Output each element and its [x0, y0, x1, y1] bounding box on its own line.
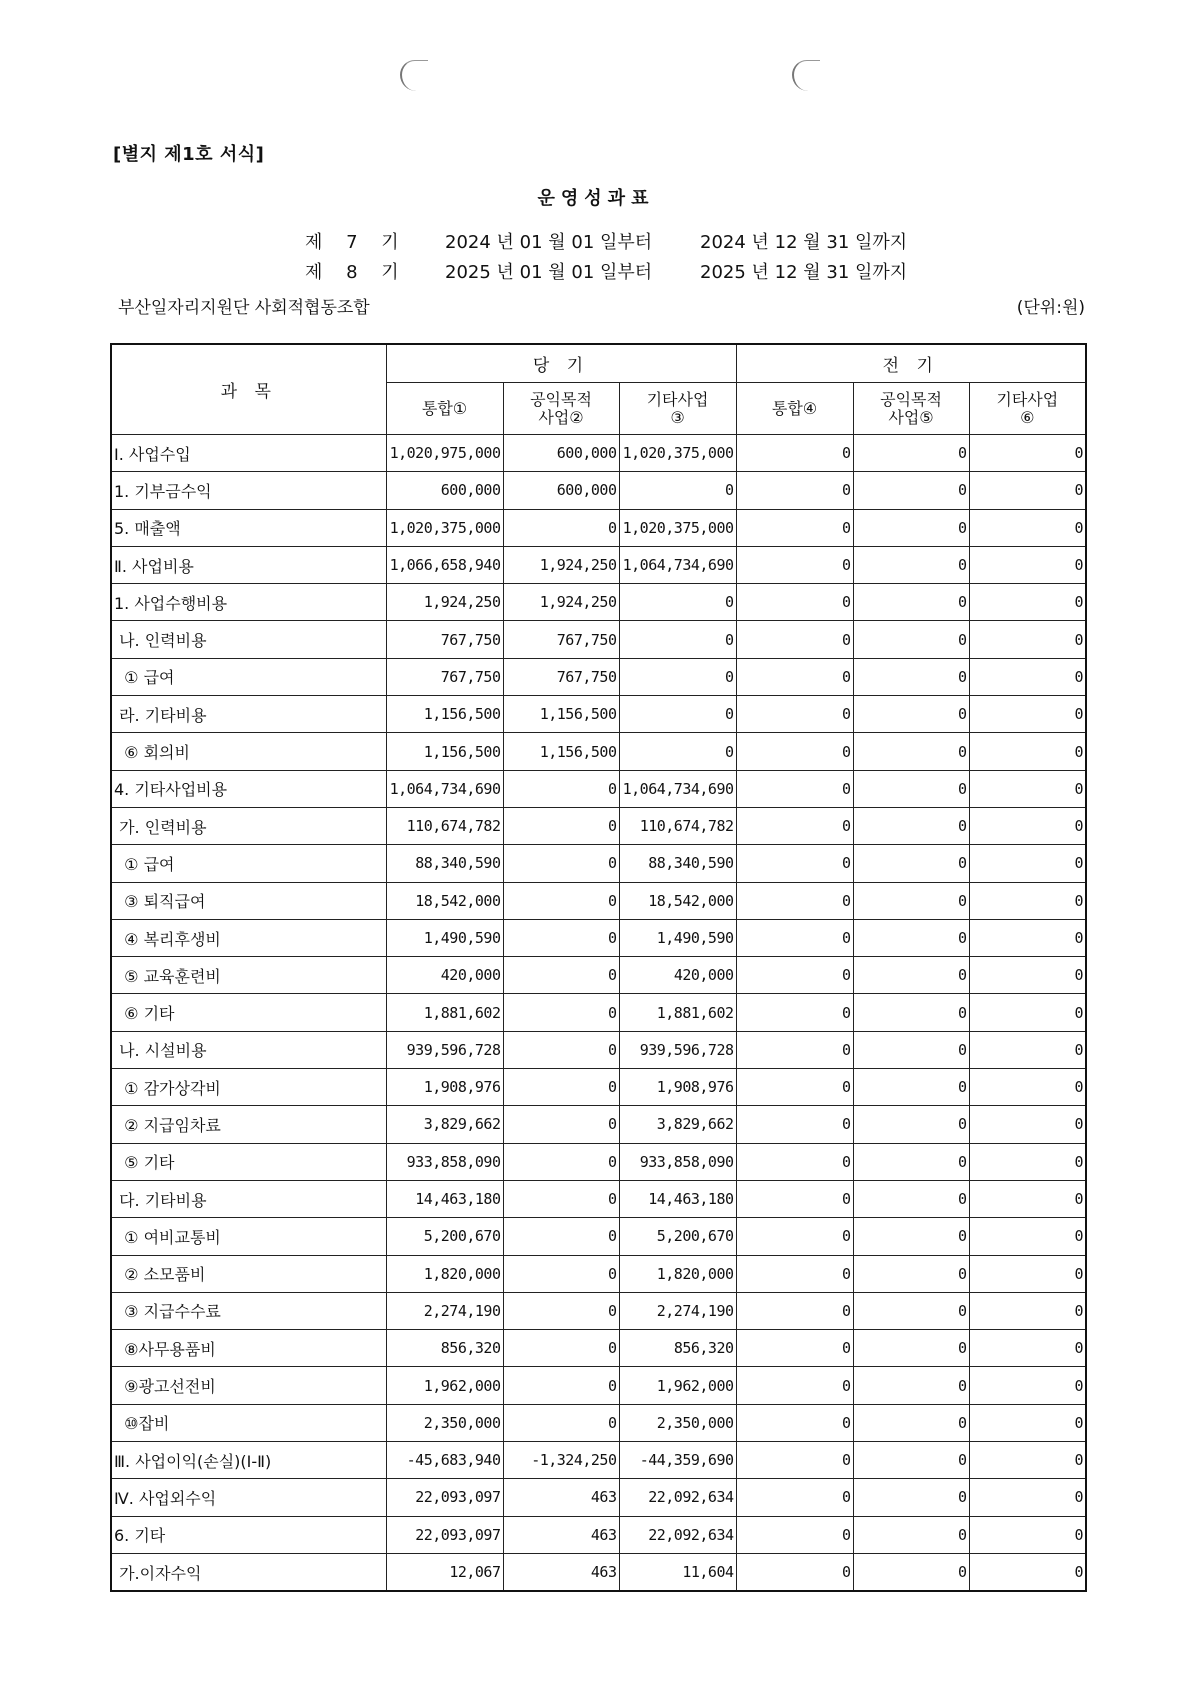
table-row	[111, 472, 1086, 509]
amount-cell: 110,674,782	[619, 807, 736, 844]
account-name: ⑨광고선전비	[111, 1367, 386, 1404]
account-name: Ⅳ. 사업외수익	[111, 1479, 386, 1516]
amount-cell: 0	[619, 621, 736, 658]
amount-cell: 1,924,250	[386, 584, 503, 621]
amount-cell: 600,000	[386, 472, 503, 509]
amount-cell: 88,340,590	[619, 845, 736, 882]
amount-cell: 0	[969, 435, 1086, 472]
amount-cell: 0	[503, 957, 619, 994]
amount-cell: 0	[619, 472, 736, 509]
amount-cell: 0	[736, 621, 853, 658]
account-name: 1. 기부금수익	[111, 472, 386, 509]
table-row	[111, 1255, 1086, 1292]
account-name: Ⅱ. 사업비용	[111, 546, 386, 583]
amount-cell: 1,020,975,000	[386, 435, 503, 472]
table-row	[111, 1367, 1086, 1404]
amount-cell: 0	[736, 1367, 853, 1404]
amount-cell: 0	[853, 882, 969, 919]
amount-cell: 0	[503, 845, 619, 882]
amount-cell: 1,156,500	[386, 733, 503, 770]
amount-cell: 0	[736, 919, 853, 956]
amount-cell: 0	[969, 1069, 1086, 1106]
amount-cell: 0	[969, 1031, 1086, 1068]
amount-cell: 0	[736, 1516, 853, 1553]
amount-cell: 2,350,000	[619, 1404, 736, 1441]
amount-cell: 0	[736, 546, 853, 583]
amount-cell: 0	[503, 1330, 619, 1367]
amount-cell: 18,542,000	[619, 882, 736, 919]
amount-cell: 0	[969, 919, 1086, 956]
amount-cell: 1,962,000	[386, 1367, 503, 1404]
amount-cell: 1,924,250	[503, 584, 619, 621]
amount-cell: 0	[853, 1255, 969, 1292]
amount-cell: 0	[736, 1404, 853, 1441]
amount-cell: 1,156,500	[386, 696, 503, 733]
amount-cell: 2,274,190	[386, 1292, 503, 1329]
period-line-8	[305, 258, 907, 284]
table-row	[111, 1516, 1086, 1553]
account-name: 가.이자수익	[111, 1553, 386, 1591]
table-row	[111, 1069, 1086, 1106]
table-row	[111, 1442, 1086, 1479]
amount-cell: 0	[853, 1367, 969, 1404]
table-row	[111, 770, 1086, 807]
punch-hole-mark-right	[792, 60, 820, 91]
amount-cell: 22,092,634	[619, 1516, 736, 1553]
amount-cell: 0	[503, 1180, 619, 1217]
amount-cell: 0	[503, 1143, 619, 1180]
account-name: Ⅰ. 사업수입	[111, 435, 386, 472]
amount-cell: 18,542,000	[386, 882, 503, 919]
amount-cell: 0	[853, 509, 969, 546]
amount-cell: 420,000	[619, 957, 736, 994]
amount-cell: 767,750	[386, 658, 503, 695]
table-row	[111, 1031, 1086, 1068]
table-row	[111, 957, 1086, 994]
table-row	[111, 509, 1086, 546]
current-period-header: 당 기	[386, 344, 736, 383]
period-end: 2025 년 12 월 31 일까지	[700, 262, 908, 283]
amount-cell: 22,093,097	[386, 1479, 503, 1516]
amount-cell: 0	[619, 658, 736, 695]
table-row	[111, 733, 1086, 770]
amount-cell: 11,604	[619, 1553, 736, 1591]
amount-cell: 0	[736, 770, 853, 807]
account-name: ① 급여	[111, 845, 386, 882]
amount-cell: 0	[969, 1330, 1086, 1367]
amount-cell: 0	[969, 1442, 1086, 1479]
amount-cell: 0	[736, 1479, 853, 1516]
amount-cell: 1,908,976	[386, 1069, 503, 1106]
amount-cell: 0	[853, 696, 969, 733]
amount-cell: 0	[736, 472, 853, 509]
table-row	[111, 919, 1086, 956]
amount-cell: 0	[969, 1255, 1086, 1292]
amount-cell: 0	[736, 509, 853, 546]
amount-cell: 0	[736, 845, 853, 882]
amount-cell: 1,820,000	[619, 1255, 736, 1292]
punch-hole-mark-left	[400, 60, 428, 91]
amount-cell: 14,463,180	[386, 1180, 503, 1217]
amount-cell: 0	[969, 1106, 1086, 1143]
amount-cell: 0	[619, 733, 736, 770]
amount-cell: 0	[853, 1479, 969, 1516]
amount-cell: 0	[736, 1106, 853, 1143]
amount-cell: 0	[969, 509, 1086, 546]
amount-cell: 1,020,375,000	[619, 509, 736, 546]
amount-cell: 0	[853, 1404, 969, 1441]
table-row	[111, 994, 1086, 1031]
column-header: 기타사업 ⑥	[969, 383, 1086, 435]
amount-cell: 463	[503, 1553, 619, 1591]
account-name: ② 소모품비	[111, 1255, 386, 1292]
amount-cell: 88,340,590	[386, 845, 503, 882]
amount-cell: 939,596,728	[619, 1031, 736, 1068]
amount-cell: 0	[969, 1292, 1086, 1329]
account-name: 가. 인력비용	[111, 807, 386, 844]
amount-cell: 767,750	[503, 658, 619, 695]
account-name: ③ 지급수수료	[111, 1292, 386, 1329]
form-label: [별지 제1호 서식]	[113, 144, 265, 165]
operating-results-table	[110, 343, 1087, 1592]
account-name: ⑩잡비	[111, 1404, 386, 1441]
amount-cell: 600,000	[503, 435, 619, 472]
amount-cell: 0	[969, 1218, 1086, 1255]
account-name: ⑥ 기타	[111, 994, 386, 1031]
amount-cell: 856,320	[386, 1330, 503, 1367]
amount-cell: 0	[736, 1553, 853, 1591]
amount-cell: 1,020,375,000	[619, 435, 736, 472]
amount-cell: 0	[969, 807, 1086, 844]
amount-cell: 0	[969, 1143, 1086, 1180]
amount-cell: 0	[853, 1218, 969, 1255]
amount-cell: 0	[736, 1143, 853, 1180]
amount-cell: 0	[969, 584, 1086, 621]
account-name: ⑤ 교육훈련비	[111, 957, 386, 994]
amount-cell: 0	[853, 807, 969, 844]
table-row	[111, 1404, 1086, 1441]
table-row	[111, 1143, 1086, 1180]
amount-cell: 1,156,500	[503, 696, 619, 733]
account-name: 6. 기타	[111, 1516, 386, 1553]
amount-cell: 0	[969, 733, 1086, 770]
unit-label: (단위:원)	[1016, 298, 1085, 318]
amount-cell: 0	[736, 882, 853, 919]
amount-cell: 2,350,000	[386, 1404, 503, 1441]
account-name: ④ 복리후생비	[111, 919, 386, 956]
period-label: 제 7 기	[305, 232, 399, 253]
table-row	[111, 696, 1086, 733]
amount-cell: 0	[503, 1069, 619, 1106]
amount-cell: 0	[853, 1031, 969, 1068]
amount-cell: 1,908,976	[619, 1069, 736, 1106]
amount-cell: 0	[736, 1180, 853, 1217]
amount-cell: 933,858,090	[619, 1143, 736, 1180]
amount-cell: 0	[853, 733, 969, 770]
amount-cell: 0	[503, 1106, 619, 1143]
table-row	[111, 845, 1086, 882]
amount-cell: 767,750	[386, 621, 503, 658]
period-line-7	[305, 228, 907, 254]
table-row	[111, 1180, 1086, 1217]
amount-cell: 1,881,602	[619, 994, 736, 1031]
table-row	[111, 546, 1086, 583]
amount-cell: 110,674,782	[386, 807, 503, 844]
amount-cell: 1,490,590	[619, 919, 736, 956]
table-row	[111, 1292, 1086, 1329]
amount-cell: 5,200,670	[386, 1218, 503, 1255]
amount-cell: 0	[853, 957, 969, 994]
account-name: ① 감가상각비	[111, 1069, 386, 1106]
amount-cell: 0	[969, 845, 1086, 882]
column-header: 기타사업 ③	[619, 383, 736, 435]
amount-cell: -45,683,940	[386, 1442, 503, 1479]
amount-cell: 0	[969, 1553, 1086, 1591]
amount-cell: 0	[503, 1404, 619, 1441]
amount-cell: 2,274,190	[619, 1292, 736, 1329]
table-row	[111, 807, 1086, 844]
amount-cell: 1,064,734,690	[619, 546, 736, 583]
amount-cell: 0	[736, 1218, 853, 1255]
amount-cell: 0	[736, 1069, 853, 1106]
account-name: 라. 기타비용	[111, 696, 386, 733]
amount-cell: 1,156,500	[503, 733, 619, 770]
amount-cell: 0	[853, 1292, 969, 1329]
account-name: 나. 시설비용	[111, 1031, 386, 1068]
amount-cell: 0	[853, 584, 969, 621]
document-title: 운영성과표	[537, 188, 655, 209]
column-header: 통합①	[386, 383, 503, 435]
period-start: 2025 년 01 월 01 일부터	[445, 262, 653, 283]
amount-cell: 0	[853, 1330, 969, 1367]
amount-cell: 0	[736, 1255, 853, 1292]
amount-cell: 0	[969, 882, 1086, 919]
amount-cell: 1,066,658,940	[386, 546, 503, 583]
table-row	[111, 435, 1086, 472]
period-start: 2024 년 01 월 01 일부터	[445, 232, 653, 253]
amount-cell: 0	[736, 658, 853, 695]
amount-cell: 0	[853, 435, 969, 472]
amount-cell: 0	[619, 696, 736, 733]
amount-cell: 0	[853, 770, 969, 807]
amount-cell: 0	[853, 1516, 969, 1553]
amount-cell: 0	[969, 1516, 1086, 1553]
amount-cell: 1,962,000	[619, 1367, 736, 1404]
amount-cell: 1,924,250	[503, 546, 619, 583]
account-name: ② 지급임차료	[111, 1106, 386, 1143]
amount-cell: 0	[853, 1553, 969, 1591]
amount-cell: 0	[503, 509, 619, 546]
previous-period-header: 전 기	[736, 344, 1086, 383]
amount-cell: 0	[503, 1255, 619, 1292]
table-row	[111, 658, 1086, 695]
table-row	[111, 621, 1086, 658]
column-header: 공익목적 사업⑤	[853, 383, 969, 435]
amount-cell: 0	[853, 994, 969, 1031]
amount-cell: 1,490,590	[386, 919, 503, 956]
table-row	[111, 1218, 1086, 1255]
amount-cell: 0	[969, 658, 1086, 695]
account-name: 1. 사업수행비용	[111, 584, 386, 621]
amount-cell: 22,092,634	[619, 1479, 736, 1516]
amount-cell: 0	[853, 1180, 969, 1217]
amount-cell: 0	[503, 807, 619, 844]
organization-name: 부산일자리지원단 사회적협동조합	[118, 298, 370, 318]
amount-cell: 0	[969, 472, 1086, 509]
amount-cell: 0	[503, 1367, 619, 1404]
amount-cell: 3,829,662	[619, 1106, 736, 1143]
account-name: ⑤ 기타	[111, 1143, 386, 1180]
amount-cell: 0	[969, 696, 1086, 733]
amount-cell: 0	[969, 1180, 1086, 1217]
amount-cell: 12,067	[386, 1553, 503, 1591]
amount-cell: 0	[853, 546, 969, 583]
amount-cell: 767,750	[503, 621, 619, 658]
amount-cell: 0	[853, 1106, 969, 1143]
amount-cell: 420,000	[386, 957, 503, 994]
amount-cell: 1,064,734,690	[619, 770, 736, 807]
amount-cell: 0	[736, 994, 853, 1031]
table-row	[111, 1479, 1086, 1516]
account-name: ① 급여	[111, 658, 386, 695]
period-label: 제 8 기	[305, 262, 399, 283]
amount-cell: 0	[736, 696, 853, 733]
amount-cell: 3,829,662	[386, 1106, 503, 1143]
amount-cell: 1,020,375,000	[386, 509, 503, 546]
amount-cell: 22,093,097	[386, 1516, 503, 1553]
amount-cell: 933,858,090	[386, 1143, 503, 1180]
amount-cell: -1,324,250	[503, 1442, 619, 1479]
amount-cell: 463	[503, 1479, 619, 1516]
amount-cell: 0	[503, 919, 619, 956]
subject-header: 과 목	[111, 344, 386, 435]
amount-cell: 1,064,734,690	[386, 770, 503, 807]
table-row	[111, 584, 1086, 621]
amount-cell: 0	[619, 584, 736, 621]
amount-cell: -44,359,690	[619, 1442, 736, 1479]
account-name: ③ 퇴직급여	[111, 882, 386, 919]
amount-cell: 0	[736, 1292, 853, 1329]
account-name: 나. 인력비용	[111, 621, 386, 658]
amount-cell: 463	[503, 1516, 619, 1553]
amount-cell: 0	[969, 957, 1086, 994]
amount-cell: 0	[969, 770, 1086, 807]
amount-cell: 0	[853, 472, 969, 509]
amount-cell: 0	[969, 546, 1086, 583]
column-header: 공익목적 사업②	[503, 383, 619, 435]
table-row	[111, 1106, 1086, 1143]
amount-cell: 0	[853, 919, 969, 956]
amount-cell: 1,881,602	[386, 994, 503, 1031]
amount-cell: 14,463,180	[619, 1180, 736, 1217]
period-end: 2024 년 12 월 31 일까지	[700, 232, 908, 253]
amount-cell: 0	[736, 807, 853, 844]
account-name: ⑧사무용품비	[111, 1330, 386, 1367]
account-name: 5. 매출액	[111, 509, 386, 546]
amount-cell: 0	[736, 435, 853, 472]
amount-cell: 939,596,728	[386, 1031, 503, 1068]
amount-cell: 0	[736, 957, 853, 994]
table-row	[111, 882, 1086, 919]
amount-cell: 0	[503, 994, 619, 1031]
column-header: 통합④	[736, 383, 853, 435]
amount-cell: 0	[503, 1292, 619, 1329]
amount-cell: 0	[736, 1031, 853, 1068]
table-row	[111, 1330, 1086, 1367]
table-row	[111, 1553, 1086, 1591]
amount-cell: 0	[503, 770, 619, 807]
amount-cell: 0	[969, 1404, 1086, 1441]
amount-cell: 0	[853, 621, 969, 658]
amount-cell: 0	[969, 1479, 1086, 1516]
amount-cell: 0	[736, 1442, 853, 1479]
amount-cell: 0	[736, 584, 853, 621]
account-name: 4. 기타사업비용	[111, 770, 386, 807]
amount-cell: 5,200,670	[619, 1218, 736, 1255]
amount-cell: 0	[503, 1218, 619, 1255]
amount-cell: 0	[503, 882, 619, 919]
amount-cell: 0	[853, 658, 969, 695]
amount-cell: 0	[503, 1031, 619, 1068]
amount-cell: 0	[969, 994, 1086, 1031]
account-name: ⑥ 회의비	[111, 733, 386, 770]
amount-cell: 0	[736, 1330, 853, 1367]
amount-cell: 0	[969, 1367, 1086, 1404]
amount-cell: 0	[853, 1143, 969, 1180]
account-name: Ⅲ. 사업이익(손실)(Ⅰ-Ⅱ)	[111, 1442, 386, 1479]
amount-cell: 600,000	[503, 472, 619, 509]
amount-cell: 856,320	[619, 1330, 736, 1367]
amount-cell: 0	[736, 733, 853, 770]
amount-cell: 0	[969, 621, 1086, 658]
account-name: ① 여비교통비	[111, 1218, 386, 1255]
amount-cell: 0	[853, 1442, 969, 1479]
account-name: 다. 기타비용	[111, 1180, 386, 1217]
amount-cell: 1,820,000	[386, 1255, 503, 1292]
amount-cell: 0	[853, 1069, 969, 1106]
amount-cell: 0	[853, 845, 969, 882]
